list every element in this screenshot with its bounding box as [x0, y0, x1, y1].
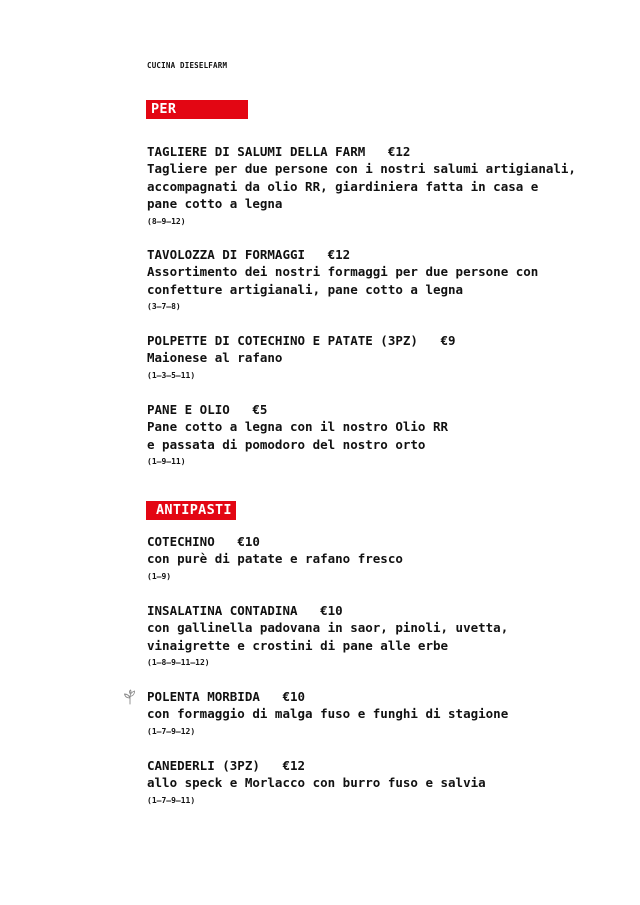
item-name-row: [147, 757, 617, 774]
description-line: accompagnati da olio RR, giardiniera fatta in casa e: [147, 178, 539, 194]
section-label-antipasti: ANTIPASTI: [146, 501, 236, 520]
item-price: €9: [440, 333, 456, 348]
item-price: €10: [320, 603, 343, 618]
description-line: pane cotto a legna: [147, 196, 283, 211]
item-name-row: [147, 533, 617, 550]
description-line: allo speck e Morlacco con burro fuso e salvia: [147, 775, 486, 790]
item-description: [147, 263, 617, 298]
description-line: Maionese al rafano: [147, 350, 283, 365]
item-description: [147, 705, 617, 723]
allergen-codes: (1–9): [147, 571, 172, 581]
item-description: [147, 349, 617, 367]
item-name: TAGLIERE DI SALUMI DELLA FARM: [147, 144, 366, 159]
section-label-per-iniziare: PER INIZIARE: [146, 100, 248, 119]
menu-item: [147, 143, 617, 229]
item-price: €12: [387, 144, 411, 159]
allergen-codes: (1–9–11): [147, 457, 186, 466]
vegetarian-leaf-icon: [123, 689, 137, 705]
menu-item: [147, 401, 617, 469]
item-name: INSALATINA CONTADINA: [147, 603, 298, 618]
item-name: CANEDERLI (3PZ): [147, 758, 260, 773]
item-name: PANE E OLIO: [147, 402, 230, 417]
allergen-codes: (1–8–9–11–12): [147, 658, 210, 667]
description-line: vinaigrette e crostini di pane alle erbe: [147, 637, 449, 653]
item-name: TAVOLOZZA DI FORMAGGI: [147, 247, 306, 262]
description-line: con formaggio di malga fuso e funghi di stagione: [147, 706, 509, 721]
description-line: confetture artigianali, pane cotto a legna: [147, 281, 464, 297]
menu-item: [147, 246, 617, 314]
item-price: €10: [237, 534, 260, 549]
item-price: €12: [327, 247, 351, 262]
menu-item: [147, 533, 617, 584]
menu-item: [147, 602, 617, 670]
item-name-row: [147, 332, 617, 349]
allergen-codes: (8–9–12): [147, 216, 186, 226]
item-description: [147, 774, 617, 792]
item-name-row: [147, 143, 617, 160]
item-price: €12: [282, 758, 306, 773]
item-name-row: [147, 688, 617, 705]
description-line: Tagliere per due persone con i nostri salumi artigianali,: [147, 161, 576, 176]
description-line: con purè di patate e rafano fresco: [147, 551, 403, 566]
brand-title: CUCINA DIESELFARM: [147, 61, 228, 70]
item-description: [147, 160, 617, 213]
allergen-codes: (1–7–9–11): [147, 795, 196, 805]
item-name-row: [147, 602, 617, 619]
item-description: [147, 550, 617, 568]
description-line: Assortimento dei nostri formaggi per due persone con: [147, 264, 539, 279]
item-description: [147, 418, 617, 453]
description-line: con gallinella padovana in saor, pinoli, uvetta,: [147, 620, 509, 635]
item-description: [147, 619, 617, 654]
allergen-codes: (3–7–8): [147, 302, 181, 311]
menu-item: [147, 757, 617, 808]
item-name-row: [147, 246, 617, 263]
allergen-codes: (1–3–5–11): [147, 370, 196, 380]
item-name-row: [147, 401, 617, 418]
allergen-codes: (1–7–9–12): [147, 726, 196, 736]
item-price: €10: [282, 689, 306, 704]
item-name: POLPETTE DI COTECHINO E PATATE (3PZ): [147, 333, 418, 348]
description-line: Pane cotto a legna con il nostro Olio RR: [147, 419, 449, 434]
item-name: COTECHINO: [147, 534, 215, 549]
menu-item: [147, 688, 617, 739]
description-line: e passata di pomodoro del nostro orto: [147, 436, 426, 452]
menu-item: [147, 332, 617, 383]
item-price: €5: [252, 402, 268, 417]
item-name: POLENTA MORBIDA: [147, 689, 260, 704]
